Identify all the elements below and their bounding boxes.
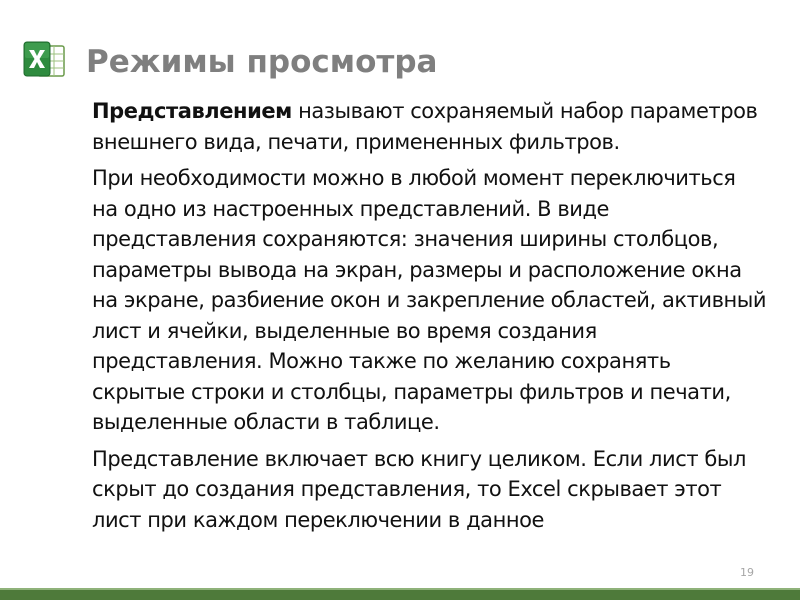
paragraph-details (92, 163, 767, 438)
page-number: 19 (740, 566, 754, 579)
slide-body (92, 96, 767, 600)
paragraph-scope (92, 444, 767, 536)
paragraph-text: При необходимости можно в любой момент переключиться на одно из настроенных представлений. В виде представления сохраняются: значения ширины столбцов, параметры вывода на экран, размеры и расположение окна на экране, разбиение окон и закрепление областей, активный лист и ячейки, выделенные во время создания представления. Можно также по желанию сохранять скрытые строки и столбцы, параметры фильтров и печати, выделенные области в таблице. (92, 166, 767, 434)
footer-accent-bar (0, 590, 800, 600)
paragraph-text: Представление включает всю книгу целиком. Если лист был скрыт до создания представления, то Excel скрывает этот лист при каждом переключении в данное (92, 446, 746, 532)
excel-logo-icon (22, 40, 66, 80)
paragraph-definition (92, 96, 767, 157)
term-bold: Представлением (92, 99, 292, 123)
paragraph-text: называют сохраняемый набор параметров внешнего вида, печати, примененных фильтров. (92, 99, 758, 154)
slide-title: Режимы просмотра (86, 44, 438, 80)
